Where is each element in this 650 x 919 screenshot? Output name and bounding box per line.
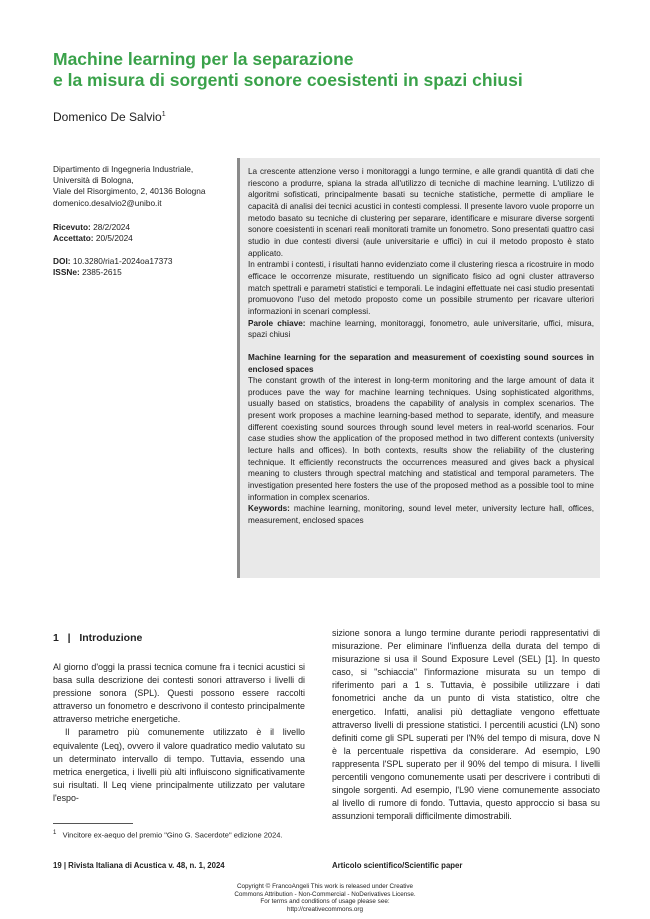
footnote	[53, 830, 283, 840]
doi-label: DOI:	[53, 256, 71, 266]
footnote-mark: 1	[53, 830, 57, 836]
copyright-link[interactable]: http://creativecommons.org	[287, 905, 363, 913]
affiliation-line: Università di Bologna,	[53, 175, 134, 186]
it-keywords-label: Parole chiave:	[248, 318, 306, 328]
author-footnote-mark[interactable]: 1	[161, 111, 166, 118]
body-column-left	[53, 661, 305, 805]
copyright-line: Copyright © FrancoAngeli This work is released under Creative	[236, 883, 414, 890]
abstract-en-paragraph: The constant growth of the interest in long-term monitoring and the large amount of data it produces pave the way for machine learning techniques. Using sophisticated algorithms, usually based on statistics, broadens the capability of analysis in complex scenarios. The present work proposes a machine learning-based method to separate, identify, and measure different coexisting sound sources through sound level meters in real-world scenarios. Four case studies show the application of the proposed method in two different contexts (university lecture halls and offices). In both contexts, results show the reliability of the clustering technique. It efficiently reconstructs the occurrences measured and gives back a physical meaning to clusters through spectral matching and statistical and temporal parameters. The investigation presented here fosters the use of the proposed method as a possible tool to mine information in complex scenarios.	[248, 376, 594, 502]
doi-value[interactable]: 10.3280/ria1-2024oa17373	[72, 256, 173, 266]
abstract-it-keywords	[248, 318, 594, 341]
doi	[53, 256, 172, 267]
accepted-date	[53, 233, 133, 244]
issne-label: ISSNe:	[53, 267, 80, 277]
section-title: Introduzione	[79, 632, 143, 644]
title-line-2: e la misura di sorgenti sonore coesistenti in spazi chiusi	[53, 70, 523, 90]
abstract-it-paragraph-1: La crescente attenzione verso i monitoraggi a lungo termine, e alle grandi quantità di dati che riescono a produrre, spiana la strada all'utilizzo di tecniche di machine learning. L'utilizzo di algoritmi sofisticati, principalmente basati su tecniche statistiche, permette di ampliare le capacità di analisi dei tecnici acustici in contesti complessi. Il presente lavoro vuole proporre un metodo basato su tecniche di clustering per separare, identificare e misurare diverse sorgenti sonore coesistenti in scenari reali monitorati tramite un fonometro. Sono presentati quattro casi studio in due contesti diversi (aule universitarie e uffici) in cui il metodo proposto è stato applicato.	[248, 167, 594, 258]
issne	[53, 267, 122, 278]
section-separator: |	[67, 632, 71, 644]
footnote-text: Vincitore ex-aequo del premio "Gino G. Sacerdote" edizione 2024.	[62, 830, 283, 840]
footnote-divider	[53, 823, 133, 824]
copyright-line: For terms and conditions of usage please see:	[260, 898, 390, 906]
received-value: 28/2/2024	[93, 222, 131, 232]
body-paragraph: Il parametro più comunemente utilizzato è il livello equivalente (Leq), ovvero il valore quadratico medio valutato su un determinato intervallo di tempo. Tuttavia, essendo una metrica energetica, i livelli più alti influiscono significativamente sui risultati. Il Leq viene principalmente utilizzato per valutare l'espo-	[53, 727, 305, 803]
issne-value: 2385-2615	[82, 267, 122, 277]
section-heading	[53, 632, 142, 644]
article-title	[53, 49, 613, 91]
affiliation-line: Dipartimento di Ingegneria Industriale,	[53, 164, 194, 174]
en-keywords-text: machine learning, monitoring, sound level meter, university lecture hall, offices, measurement, enclosed spaces	[248, 504, 594, 526]
title-line-1: Machine learning per la separazione	[53, 49, 354, 69]
en-keywords-label: Keywords:	[248, 504, 290, 514]
author-name: Domenico De Salvio	[53, 110, 162, 124]
page-footer-right: Articolo scientifico/Scientific paper	[332, 861, 463, 870]
abstract-en-keywords	[248, 503, 594, 526]
abstract-box	[237, 158, 600, 578]
author	[53, 110, 166, 124]
received-date	[53, 222, 130, 233]
received-label: Ricevuto:	[53, 222, 91, 232]
affiliation-line: Viale del Risorgimento, 2, 40136 Bologna	[53, 186, 206, 197]
it-keywords-text: machine learning, monitoraggi, fonometro, aule universitarie, uffici, misura, spazi chiusi	[248, 318, 594, 340]
abstract-en-title: Machine learning for the separation and measurement of coexisting sound sources in enclosed spaces	[248, 352, 594, 374]
abstract-it-paragraph-2: In entrambi i contesti, i risultati hanno evidenziato come il clustering riesca a ricostruire in modo efficace le occorrenze misurate, restituendo un significato fisico ad ogni cluster attraverso match spettrali e parametri statistici e temporali. Le indagini effettuate nei casi studio presentati promuovono l'uso del metodo proposto come un possibile strumento per ricavare ulteriori informazioni in scenari complessi.	[248, 260, 594, 316]
body-column-right	[332, 627, 600, 823]
section-number: 1	[53, 632, 59, 644]
body-paragraph: Al giorno d'oggi la prassi tecnica comune fra i tecnici acustici si basa sulla descrizione dei contesti sonori attraverso i livelli di pressione sonora (SPL). Questi possono essere raccolti attraverso un fonometro e descrivono il contesto principalmente attraverso metriche energetiche.	[53, 662, 305, 725]
accepted-value: 20/5/2024	[95, 233, 133, 243]
affiliation	[53, 164, 233, 209]
body-paragraph: sizione sonora a lungo termine durante periodi rappresentativi di misurazione. Per eliminare l'influenza della durata del tempo di misurazione si usa il Sound Exposure Level (SEL) [1]. In questo caso, si "schiaccia" l'informazione misurata su un tempo di riferimento pari a 1 s. Tuttavia, è possibile utilizzare i dati fonometrici anche da un punto di vista statistico, oltre che energetico. Infatti, analisi più dettagliate vengono effettuate attraverso livelli di pressione statistici. I percentili acustici (LN) sono definiti come gli SPL superati per l'N% del tempo di misura, dove N è la percentuale rispettiva da considerare. Ad esempio, L90 rappresenta l'SPL superato per il 90% del tempo di misura. I livelli percentili vengono comunemente usati per descrivere i contributi di singole sorgenti. Ad esempio, l'L90 viene comunemente associato al livello di rumore di fondo. Tuttavia, questo approccio si basa su assunzioni temporali difficilmente dimostrabili.	[332, 628, 600, 822]
copyright-line: Commons Attribution - Non-Commercial - NoDerivatives License.	[234, 890, 416, 898]
page-footer-left: 19 | Rivista Italiana di Acustica v. 48, n. 1, 2024	[53, 861, 225, 870]
copyright-notice	[210, 883, 440, 913]
author-email[interactable]: domenico.desalvio2@unibo.it	[53, 197, 162, 208]
accepted-label: Accettato:	[53, 233, 94, 243]
